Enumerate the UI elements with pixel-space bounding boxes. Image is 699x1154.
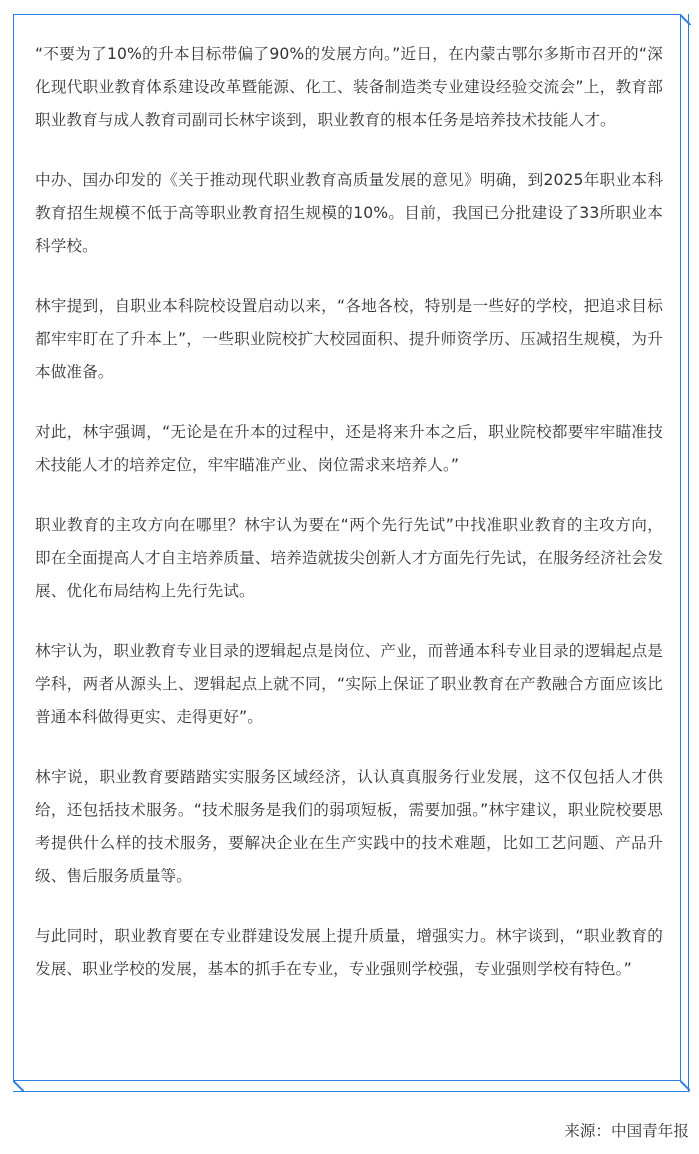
frame-corner-bottom-right: [680, 1080, 690, 1092]
article-paragraph-5: 职业教育的主攻方向在哪里？林宇认为要在“两个先行先试”中找准职业教育的主攻方向，即在全面提高人才自主培养质量、培养造就拔尖创新人才方面先行先试，在服务经济社会发展、优化布局结构上先行先试。: [35, 516, 663, 600]
article-paragraph-7: 林宇说，职业教育要踏踏实实服务区域经济，认认真真服务行业发展，这不仅包括人才供给，还包括技术服务。“技术服务是我们的弱项短板，需要加强。”林宇建议，职业院校要思考提供什么样的技术服务，要解决企业在生产实践中的技术难题，比如工艺问题、产品升级、售后服务质量等。: [35, 768, 663, 885]
article-body: [35, 38, 663, 1013]
source-credit: 来源：中国青年报: [564, 1122, 689, 1140]
article-paragraph-3: 林宇提到，自职业本科院校设置启动以来，“各地各校，特别是一些好的学校，把追求目标都牢牢盯在了升本上”，一些职业院校扩大校园面积、提升师资学历、压减招生规模，为升本做准备。: [35, 297, 663, 381]
article-paragraph-4: 对此，林宇强调，“无论是在升本的过程中，还是将来升本之后，职业院校都要牢牢瞄准技术技能人才的培养定位，牢牢瞄准产业、岗位需求来培养人。”: [35, 423, 663, 474]
frame-corner-top-right: [680, 14, 691, 25]
article-paragraph-6: 林宇认为，职业教育专业目录的逻辑起点是岗位、产业，而普通本科专业目录的逻辑起点是学科，两者从源头上、逻辑起点上就不同，“实际上保证了职业教育在产教融合方面应该比普通本科做得更实、走得更好”。: [35, 642, 663, 726]
article-paragraph-2: 中办、国办印发的《关于推动现代职业教育高质量发展的意见》明确，到2025年职业本科教育招生规模不低于高等职业教育招生规模的10%。目前，我国已分批建设了33所职业本科学校。: [35, 171, 663, 255]
frame-corner-bottom-left: [13, 1080, 24, 1092]
article-paragraph-1: “不要为了10%的升本目标带偏了90%的发展方向。”近日，在内蒙古鄂尔多斯市召开的“深化现代职业教育体系建设改革暨能源、化工、装备制造类专业建设经验交流会”上，教育部职业教育与成人教育司副司长林宇谈到，职业教育的根本任务是培养技术技能人才。: [35, 45, 663, 129]
article-paragraph-8: 与此同时，职业教育要在专业群建设发展上提升质量，增强实力。林宇谈到，“职业教育的发展、职业学校的发展，基本的抓手在专业，专业强则学校强，专业强则学校有特色。”: [35, 927, 663, 978]
